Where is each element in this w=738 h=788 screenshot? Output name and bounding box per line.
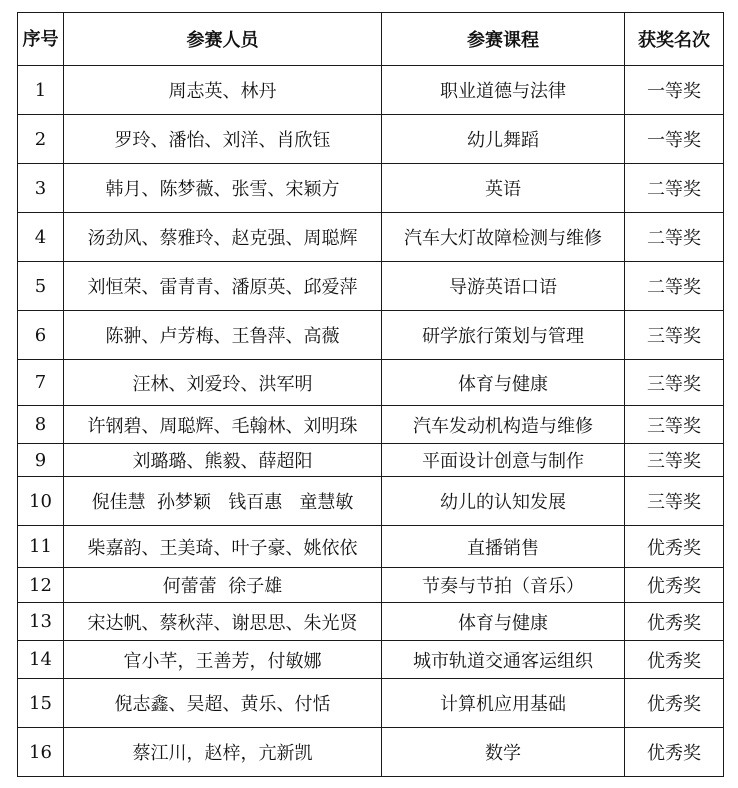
table-row — [18, 641, 724, 679]
table-row — [18, 262, 724, 311]
cell-members: 倪志鑫、吴超、黄乐、付恬 — [64, 679, 382, 728]
table-row — [18, 360, 724, 406]
cell-no: 13 — [18, 603, 64, 641]
cell-award: 三等奖 — [625, 444, 724, 477]
cell-members: 蔡江川，赵梓，亢新凯 — [64, 728, 382, 777]
cell-members: 宋达帆、蔡秋萍、谢思思、朱光贤 — [64, 603, 382, 641]
table-row — [18, 406, 724, 444]
cell-course: 计算机应用基础 — [382, 679, 625, 728]
cell-course: 汽车发动机构造与维修 — [382, 406, 625, 444]
table-row — [18, 115, 724, 164]
cell-course: 体育与健康 — [382, 360, 625, 406]
cell-award: 三等奖 — [625, 360, 724, 406]
cell-award: 一等奖 — [625, 66, 724, 115]
table-row — [18, 679, 724, 728]
cell-course: 幼儿舞蹈 — [382, 115, 625, 164]
cell-members: 韩月、陈梦薇、张雪、宋颖方 — [64, 164, 382, 213]
cell-members: 柴嘉韵、王美琦、叶子豪、姚依依 — [64, 526, 382, 568]
cell-members: 许钢碧、周聪辉、毛翰林、刘明珠 — [64, 406, 382, 444]
table-row — [18, 213, 724, 262]
cell-award: 二等奖 — [625, 262, 724, 311]
table-row — [18, 164, 724, 213]
cell-no: 15 — [18, 679, 64, 728]
cell-no: 11 — [18, 526, 64, 568]
cell-no: 5 — [18, 262, 64, 311]
table-row — [18, 526, 724, 568]
cell-course: 数学 — [382, 728, 625, 777]
header-members: 参赛人员 — [64, 13, 382, 66]
cell-members: 刘恒荣、雷青青、潘原英、邱爱萍 — [64, 262, 382, 311]
cell-course: 直播销售 — [382, 526, 625, 568]
cell-award: 优秀奖 — [625, 728, 724, 777]
cell-members: 罗玲、潘怡、刘洋、肖欣钰 — [64, 115, 382, 164]
cell-award: 二等奖 — [625, 164, 724, 213]
cell-course: 英语 — [382, 164, 625, 213]
header-award: 获奖名次 — [625, 13, 724, 66]
cell-members: 汪林、刘爱玲、洪军明 — [64, 360, 382, 406]
cell-members: 刘璐璐、熊毅、薛超阳 — [64, 444, 382, 477]
cell-no: 12 — [18, 568, 64, 603]
cell-members: 官小芊，王善芳，付敏娜 — [64, 641, 382, 679]
cell-no: 14 — [18, 641, 64, 679]
awards-table — [17, 12, 724, 777]
cell-no: 9 — [18, 444, 64, 477]
cell-no: 16 — [18, 728, 64, 777]
table-row — [18, 444, 724, 477]
cell-course: 幼儿的认知发展 — [382, 477, 625, 526]
cell-no: 1 — [18, 66, 64, 115]
cell-award: 优秀奖 — [625, 568, 724, 603]
cell-course: 导游英语口语 — [382, 262, 625, 311]
cell-award: 三等奖 — [625, 406, 724, 444]
table-row — [18, 477, 724, 526]
cell-no: 10 — [18, 477, 64, 526]
cell-course: 体育与健康 — [382, 603, 625, 641]
cell-course: 职业道德与法律 — [382, 66, 625, 115]
cell-members: 何蕾蕾 徐子雄 — [64, 568, 382, 603]
cell-members: 汤劲风、蔡雅玲、赵克强、周聪辉 — [64, 213, 382, 262]
cell-members: 陈翀、卢芳梅、王鲁萍、高薇 — [64, 311, 382, 360]
header-no: 序号 — [18, 13, 64, 66]
table-row — [18, 603, 724, 641]
cell-no: 6 — [18, 311, 64, 360]
table-row — [18, 311, 724, 360]
table-row — [18, 568, 724, 603]
table-body — [18, 66, 724, 777]
cell-members: 周志英、林丹 — [64, 66, 382, 115]
cell-award: 优秀奖 — [625, 679, 724, 728]
cell-award: 优秀奖 — [625, 641, 724, 679]
cell-award: 一等奖 — [625, 115, 724, 164]
table-row — [18, 728, 724, 777]
cell-no: 8 — [18, 406, 64, 444]
cell-course: 平面设计创意与制作 — [382, 444, 625, 477]
cell-course: 汽车大灯故障检测与维修 — [382, 213, 625, 262]
table-row — [18, 66, 724, 115]
cell-award: 优秀奖 — [625, 603, 724, 641]
cell-no: 7 — [18, 360, 64, 406]
cell-award: 优秀奖 — [625, 526, 724, 568]
cell-course: 节奏与节拍（音乐） — [382, 568, 625, 603]
header-course: 参赛课程 — [382, 13, 625, 66]
cell-no: 4 — [18, 213, 64, 262]
header-row — [18, 13, 724, 66]
cell-no: 2 — [18, 115, 64, 164]
cell-no: 3 — [18, 164, 64, 213]
cell-course: 研学旅行策划与管理 — [382, 311, 625, 360]
cell-course: 城市轨道交通客运组织 — [382, 641, 625, 679]
cell-members: 倪佳慧 孙梦颖 钱百惠 童慧敏 — [64, 477, 382, 526]
cell-award: 二等奖 — [625, 213, 724, 262]
cell-award: 三等奖 — [625, 477, 724, 526]
cell-award: 三等奖 — [625, 311, 724, 360]
